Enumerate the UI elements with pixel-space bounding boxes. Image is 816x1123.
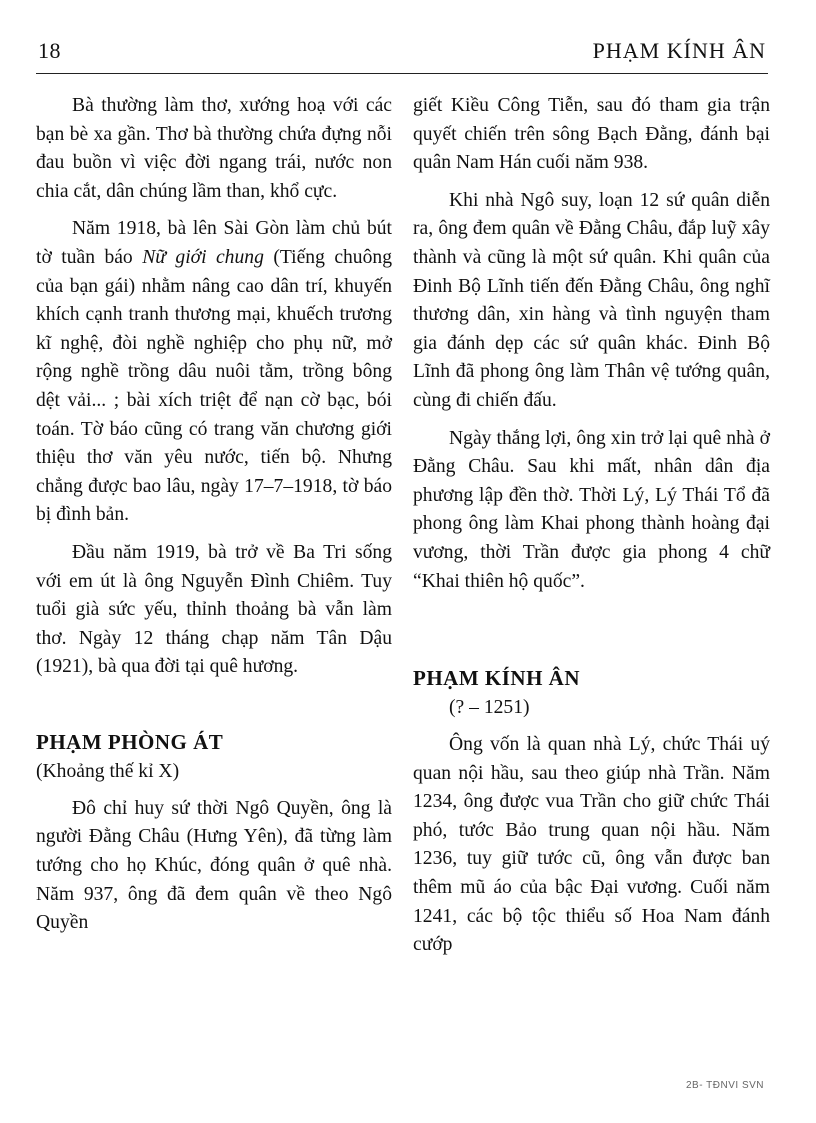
- paragraph: Khi nhà Ngô suy, loạn 12 sứ quân diễn ra, ông đem quân về Đằng Châu, đắp luỹ xây thành và cũng là một sứ quân. Khi quân của Đinh Bộ Lĩnh tiến đến Đằng Châu, ông nghĩ thương dân, xin hàng và tình nguyện tham gia đánh dẹp các sứ quân khác. Đinh Bộ Lĩnh đã phong ông làm Thân vệ tướng quân, cùng đi chiến đấu.: [413, 189, 770, 411]
- left-column: [36, 92, 392, 947]
- paragraph-text: (Tiếng chuông của bạn gái) nhằm nâng cao dân trí, khuyến khích cạnh tranh thương mại, khuếch trương kĩ nghệ, đòi nghề nghiệp cho phụ nữ, mở rộng nghề trồng dâu nuôi tằm, trồng bông dệt vải... ; bài xích triệt để nạn cờ bạc, bói toán. Tờ báo cũng có trang văn chương giới thiệu thơ văn yêu nước, tiến bộ. Nhưng chẳng được bao lâu, ngày 17–7–1918, tờ báo bị đình bản.: [36, 246, 392, 526]
- paragraph: [36, 215, 392, 530]
- paragraph-text: Năm 1918, bà lên Sài Gòn làm chủ bút tờ tuần báo: [36, 218, 392, 268]
- entry-heading: PHẠM KÍNH ÂN: [413, 666, 580, 691]
- running-title: PHẠM KÍNH ÂN: [592, 38, 766, 63]
- header-rule: [36, 73, 768, 74]
- newspaper-title: Nữ giới chung: [142, 246, 264, 268]
- paragraph: Ông vốn là quan nhà Lý, chức Thái uý quan nội hầu, sau theo giúp nhà Trần. Năm 1234, ông được vua Trần cho giữ chức Thái phó, tước Bảo trung quan nội hầu. Năm 1236, tuy giữ tước cũ, ông vẫn được ban thêm mũ áo của bậc Đại vương. Cuối năm 1241, các bộ tộc thiểu số Hoa Nam đánh cướp: [413, 734, 770, 956]
- paragraph: Ngày thắng lợi, ông xin trở lại quê nhà ở Đằng Châu. Sau khi mất, nhân dân địa phương lập đền thờ. Thời Lý, Lý Thái Tổ đã phong ông làm Khai phong thành hoàng đại vương, thời Trần được gia phong 4 chữ “Khai thiên hộ quốc”.: [413, 427, 770, 592]
- paragraph: Bà thường làm thơ, xướng hoạ với các bạn bè xa gần. Thơ bà thường chứa đựng nỗi đau buồn vì việc đời ngang trái, nước non chia cắt, dân chúng lầm than, khổ cực.: [36, 95, 392, 202]
- footer-mark: 2B- TĐNVI SVN: [686, 1080, 764, 1091]
- page-number: 18: [38, 38, 61, 63]
- right-column: [413, 92, 770, 969]
- entry-dates: (? – 1251): [449, 697, 530, 719]
- paragraph: Đầu năm 1919, bà trở về Ba Tri sống với em út là ông Nguyễn Đình Chiêm. Tuy tuổi già sức yếu, thỉnh thoảng bà vẫn làm thơ. Ngày 12 tháng chạp năm Tân Dậu (1921), bà qua đời tại quê hương.: [36, 541, 392, 678]
- entry-heading: PHẠM PHÒNG ÁT: [36, 729, 224, 754]
- paragraph: Đô chỉ huy sứ thời Ngô Quyền, ông là người Đằng Châu (Hưng Yên), đã từng làm tướng cho họ Khúc, đóng quân ở quê nhà. Năm 937, ông đã đem quân về theo Ngô Quyền: [36, 797, 392, 934]
- paragraph: giết Kiều Công Tiễn, sau đó tham gia trận quyết chiến trên sông Bạch Đằng, đánh bại quân Nam Hán cuối năm 938.: [413, 95, 770, 174]
- entry-dates: (Khoảng thế kỉ X): [36, 760, 180, 782]
